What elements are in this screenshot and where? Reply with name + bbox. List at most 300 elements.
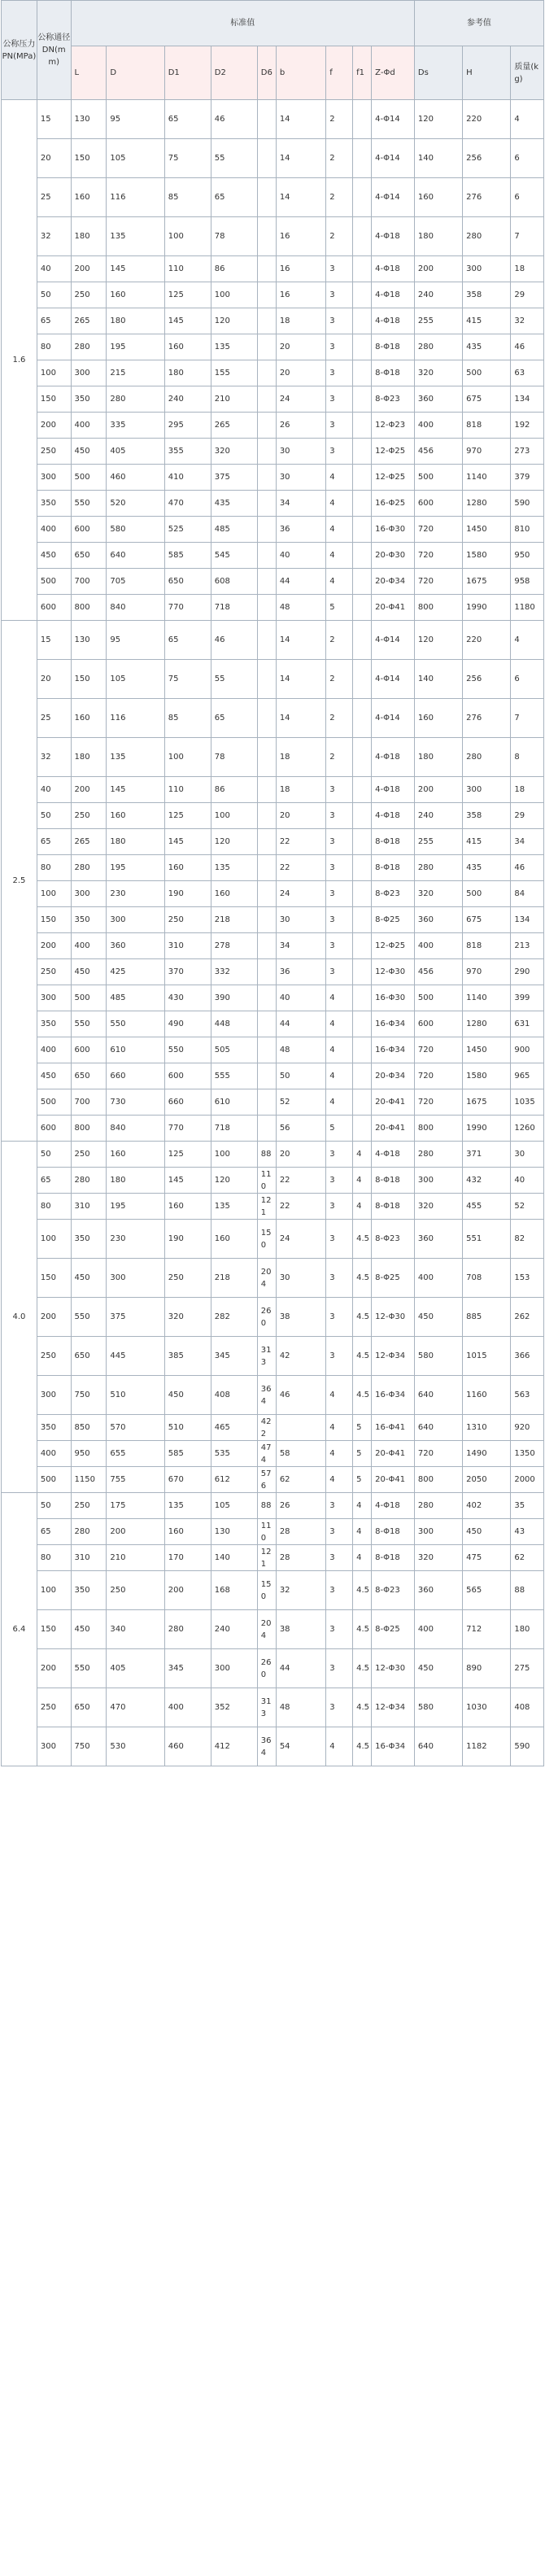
value-cell: 840	[107, 595, 164, 621]
value-cell: 20-Φ34	[372, 1063, 415, 1089]
value-cell: 390	[211, 985, 257, 1011]
header-standard-group: 标准值	[71, 1, 414, 46]
value-cell: 958	[511, 569, 544, 595]
dn-cell: 65	[37, 829, 71, 855]
value-cell: 310	[71, 1194, 107, 1220]
value-cell: 1490	[463, 1441, 511, 1467]
value-cell: 4-Φ18	[372, 1142, 415, 1168]
value-cell: 20-Φ41	[372, 1467, 415, 1493]
value-cell: 580	[107, 517, 164, 543]
table-row	[2, 1063, 544, 1089]
value-cell	[353, 803, 372, 829]
value-cell: 590	[511, 491, 544, 517]
value-cell: 55	[211, 660, 257, 699]
value-cell: 22	[276, 855, 325, 881]
value-cell: 4.5	[353, 1298, 372, 1337]
table-row	[2, 803, 544, 829]
value-cell: 640	[414, 1415, 462, 1441]
value-cell	[257, 881, 276, 907]
value-cell: 12-Φ30	[372, 1298, 415, 1337]
value-cell: 300	[463, 777, 511, 803]
value-cell: 110	[164, 777, 211, 803]
value-cell: 256	[463, 139, 511, 178]
value-cell: 435	[463, 855, 511, 881]
value-cell: 40	[276, 985, 325, 1011]
value-cell: 400	[414, 933, 462, 959]
value-cell: 510	[107, 1376, 164, 1415]
value-cell: 280	[71, 334, 107, 360]
value-cell: 250	[164, 1259, 211, 1298]
value-cell: 20-Φ41	[372, 1089, 415, 1116]
value-cell: 6	[511, 139, 544, 178]
value-cell	[353, 282, 372, 308]
value-cell	[257, 1011, 276, 1037]
value-cell: 720	[414, 517, 462, 543]
value-cell: 4.5	[353, 1610, 372, 1649]
value-cell: 4-Φ14	[372, 621, 415, 660]
value-cell: 180	[414, 217, 462, 256]
value-cell: 300	[71, 881, 107, 907]
value-cell: 160	[164, 1519, 211, 1545]
value-cell: 50	[276, 1063, 325, 1089]
value-cell: 250	[71, 803, 107, 829]
value-cell: 655	[107, 1441, 164, 1467]
dn-cell: 250	[37, 1688, 71, 1727]
value-cell: 280	[463, 217, 511, 256]
value-cell: 580	[414, 1337, 462, 1376]
table-row	[2, 1142, 544, 1168]
value-cell: 345	[164, 1649, 211, 1688]
dn-cell: 100	[37, 1220, 71, 1259]
value-cell: 3	[326, 1649, 353, 1688]
dn-cell: 32	[37, 217, 71, 256]
value-cell: 12-Φ34	[372, 1688, 415, 1727]
table-row	[2, 1376, 544, 1415]
value-cell: 200	[107, 1519, 164, 1545]
value-cell: 300	[414, 1519, 462, 1545]
value-cell: 551	[463, 1220, 511, 1259]
value-cell: 110	[164, 256, 211, 282]
value-cell: 38	[276, 1610, 325, 1649]
value-cell: 16	[276, 282, 325, 308]
value-cell: 52	[276, 1089, 325, 1116]
value-cell: 375	[107, 1298, 164, 1337]
dn-cell: 300	[37, 465, 71, 491]
value-cell: 16-Φ34	[372, 1011, 415, 1037]
value-cell: 40	[511, 1168, 544, 1194]
table-row	[2, 621, 544, 660]
value-cell: 705	[107, 569, 164, 595]
value-cell	[353, 985, 372, 1011]
dn-cell: 150	[37, 907, 71, 933]
value-cell: 3	[326, 933, 353, 959]
value-cell	[353, 1011, 372, 1037]
value-cell: 565	[463, 1571, 511, 1610]
table-row	[2, 855, 544, 881]
value-cell: 145	[164, 829, 211, 855]
value-cell: 320	[414, 1545, 462, 1571]
value-cell: 1450	[463, 517, 511, 543]
value-cell: 300	[211, 1649, 257, 1688]
value-cell: 16-Φ34	[372, 1376, 415, 1415]
dn-cell: 80	[37, 855, 71, 881]
value-cell: 4-Φ18	[372, 803, 415, 829]
value-cell: 550	[71, 491, 107, 517]
value-cell: 425	[107, 959, 164, 985]
table-row	[2, 308, 544, 334]
dn-cell: 65	[37, 1168, 71, 1194]
table-row	[2, 738, 544, 777]
dn-cell: 32	[37, 738, 71, 777]
value-cell: 720	[414, 1037, 462, 1063]
value-cell: 4	[353, 1142, 372, 1168]
value-cell: 34	[276, 933, 325, 959]
value-cell: 95	[107, 100, 164, 139]
table-row	[2, 777, 544, 803]
dn-cell: 50	[37, 803, 71, 829]
table-row	[2, 517, 544, 543]
value-cell: 450	[71, 439, 107, 465]
value-cell	[257, 360, 276, 386]
value-cell: 48	[276, 1688, 325, 1727]
value-cell: 385	[164, 1337, 211, 1376]
value-cell: 16	[276, 256, 325, 282]
value-cell: 450	[164, 1376, 211, 1415]
value-cell: 1035	[511, 1089, 544, 1116]
dn-cell: 600	[37, 595, 71, 621]
value-cell: 43	[511, 1519, 544, 1545]
value-cell: 180	[71, 738, 107, 777]
value-cell: 120	[211, 829, 257, 855]
value-cell: 22	[276, 829, 325, 855]
value-cell: 8-Φ23	[372, 386, 415, 413]
table-row	[2, 1116, 544, 1142]
value-cell: 600	[71, 1037, 107, 1063]
value-cell: 4-Φ14	[372, 100, 415, 139]
value-cell: 4.5	[353, 1727, 372, 1766]
value-cell: 88	[257, 1142, 276, 1168]
value-cell: 200	[414, 256, 462, 282]
dn-cell: 450	[37, 543, 71, 569]
value-cell: 450	[71, 1259, 107, 1298]
value-cell	[353, 855, 372, 881]
value-cell: 30	[276, 1259, 325, 1298]
column-header: Z-Φd	[372, 46, 415, 100]
value-cell: 5	[353, 1467, 372, 1493]
value-cell: 200	[164, 1571, 211, 1610]
value-cell	[353, 959, 372, 985]
dn-cell: 300	[37, 1376, 71, 1415]
table-row	[2, 178, 544, 217]
column-header: f1	[353, 46, 372, 100]
value-cell: 364	[257, 1727, 276, 1766]
value-cell: 800	[414, 1467, 462, 1493]
value-cell: 8-Φ25	[372, 907, 415, 933]
value-cell: 215	[107, 360, 164, 386]
value-cell: 650	[71, 543, 107, 569]
value-cell: 1990	[463, 1116, 511, 1142]
value-cell: 14	[276, 178, 325, 217]
value-cell: 20-Φ30	[372, 543, 415, 569]
value-cell: 4	[326, 1089, 353, 1116]
value-cell: 310	[164, 933, 211, 959]
value-cell: 135	[164, 1493, 211, 1519]
value-cell: 610	[211, 1089, 257, 1116]
value-cell: 18	[276, 777, 325, 803]
dn-cell: 350	[37, 491, 71, 517]
value-cell	[353, 439, 372, 465]
value-cell: 460	[107, 465, 164, 491]
value-cell: 218	[211, 907, 257, 933]
dn-cell: 150	[37, 1259, 71, 1298]
value-cell: 475	[463, 1545, 511, 1571]
value-cell: 6	[511, 178, 544, 217]
value-cell: 62	[276, 1467, 325, 1493]
value-cell: 8-Φ18	[372, 855, 415, 881]
value-cell: 585	[164, 543, 211, 569]
value-cell: 280	[71, 855, 107, 881]
table-row	[2, 1545, 544, 1571]
dn-cell: 200	[37, 1649, 71, 1688]
value-cell: 600	[164, 1063, 211, 1089]
column-header: D2	[211, 46, 257, 100]
value-cell: 190	[164, 881, 211, 907]
value-cell: 22	[276, 1194, 325, 1220]
value-cell: 140	[211, 1545, 257, 1571]
value-cell: 300	[107, 907, 164, 933]
dn-cell: 250	[37, 439, 71, 465]
header-pn: 公称压力PN(MPa)	[2, 1, 37, 100]
value-cell: 160	[164, 855, 211, 881]
value-cell: 256	[463, 660, 511, 699]
value-cell: 3	[326, 881, 353, 907]
column-header: L	[71, 46, 107, 100]
value-cell: 432	[463, 1168, 511, 1194]
value-cell: 4-Φ14	[372, 178, 415, 217]
dn-cell: 200	[37, 1298, 71, 1337]
value-cell: 145	[107, 777, 164, 803]
table-row	[2, 1727, 544, 1766]
value-cell: 412	[211, 1727, 257, 1766]
value-cell: 4.5	[353, 1571, 372, 1610]
value-cell: 640	[107, 543, 164, 569]
value-cell: 65	[211, 699, 257, 738]
table-row	[2, 1649, 544, 1688]
value-cell	[257, 777, 276, 803]
value-cell: 250	[164, 907, 211, 933]
value-cell: 670	[164, 1467, 211, 1493]
value-cell	[353, 465, 372, 491]
dn-cell: 80	[37, 1545, 71, 1571]
value-cell: 1675	[463, 1089, 511, 1116]
value-cell: 450	[463, 1519, 511, 1545]
value-cell: 408	[511, 1688, 544, 1727]
value-cell: 810	[511, 517, 544, 543]
value-cell: 20	[276, 334, 325, 360]
value-cell: 250	[71, 282, 107, 308]
value-cell: 16-Φ25	[372, 491, 415, 517]
value-cell: 85	[164, 178, 211, 217]
value-cell	[257, 738, 276, 777]
value-cell: 1140	[463, 465, 511, 491]
value-cell: 350	[71, 386, 107, 413]
value-cell: 500	[71, 985, 107, 1011]
value-cell: 4	[326, 491, 353, 517]
value-cell	[257, 660, 276, 699]
value-cell: 550	[71, 1649, 107, 1688]
value-cell: 1280	[463, 491, 511, 517]
value-cell: 18	[276, 738, 325, 777]
value-cell: 4.5	[353, 1220, 372, 1259]
value-cell: 160	[164, 334, 211, 360]
value-cell: 280	[164, 1610, 211, 1649]
value-cell: 2	[326, 139, 353, 178]
value-cell	[257, 933, 276, 959]
value-cell: 218	[211, 1259, 257, 1298]
dn-cell: 25	[37, 699, 71, 738]
value-cell: 720	[414, 1089, 462, 1116]
value-cell	[257, 256, 276, 282]
value-cell: 65	[211, 178, 257, 217]
value-cell: 530	[107, 1727, 164, 1766]
value-cell: 48	[276, 595, 325, 621]
value-cell: 320	[414, 360, 462, 386]
value-cell: 140	[414, 139, 462, 178]
value-cell: 1260	[511, 1116, 544, 1142]
value-cell: 4	[326, 985, 353, 1011]
value-cell	[353, 1063, 372, 1089]
value-cell: 32	[276, 1571, 325, 1610]
value-cell: 200	[71, 777, 107, 803]
value-cell: 5	[353, 1441, 372, 1467]
pn-cell: 4.0	[2, 1142, 37, 1493]
value-cell	[353, 829, 372, 855]
value-cell: 34	[276, 491, 325, 517]
value-cell: 708	[463, 1259, 511, 1298]
table-row	[2, 569, 544, 595]
dn-cell: 100	[37, 1571, 71, 1610]
value-cell: 86	[211, 256, 257, 282]
dn-cell: 500	[37, 1089, 71, 1116]
value-cell: 7	[511, 699, 544, 738]
value-cell: 350	[71, 1220, 107, 1259]
table-row	[2, 1493, 544, 1519]
value-cell: 4	[326, 517, 353, 543]
value-cell: 160	[107, 1142, 164, 1168]
value-cell: 12-Φ25	[372, 465, 415, 491]
value-cell: 366	[511, 1337, 544, 1376]
value-cell: 4	[353, 1168, 372, 1194]
table-row	[2, 282, 544, 308]
value-cell: 14	[276, 139, 325, 178]
value-cell: 485	[211, 517, 257, 543]
dn-cell: 250	[37, 1337, 71, 1376]
value-cell: 755	[107, 1467, 164, 1493]
value-cell: 6	[511, 660, 544, 699]
value-cell: 770	[164, 595, 211, 621]
value-cell: 400	[414, 1259, 462, 1298]
value-cell: 352	[211, 1688, 257, 1727]
value-cell: 2	[326, 621, 353, 660]
value-cell: 485	[107, 985, 164, 1011]
value-cell: 121	[257, 1545, 276, 1571]
value-cell: 650	[71, 1688, 107, 1727]
pn-cell: 2.5	[2, 621, 37, 1142]
value-cell: 62	[511, 1545, 544, 1571]
table-row	[2, 491, 544, 517]
value-cell: 44	[276, 1011, 325, 1037]
value-cell: 358	[463, 803, 511, 829]
value-cell: 2	[326, 217, 353, 256]
table-row	[2, 413, 544, 439]
dn-cell: 15	[37, 621, 71, 660]
value-cell	[353, 569, 372, 595]
value-cell: 160	[164, 1194, 211, 1220]
value-cell	[353, 100, 372, 139]
value-cell: 435	[463, 334, 511, 360]
value-cell: 7	[511, 217, 544, 256]
value-cell	[257, 334, 276, 360]
value-cell	[353, 386, 372, 413]
value-cell: 3	[326, 256, 353, 282]
table-row	[2, 1467, 544, 1493]
table-row	[2, 439, 544, 465]
value-cell: 230	[107, 881, 164, 907]
value-cell: 4	[326, 465, 353, 491]
value-cell: 150	[71, 660, 107, 699]
value-cell: 525	[164, 517, 211, 543]
value-cell: 320	[164, 1298, 211, 1337]
value-cell: 718	[211, 595, 257, 621]
value-cell: 78	[211, 738, 257, 777]
value-cell: 320	[211, 439, 257, 465]
value-cell: 12-Φ25	[372, 439, 415, 465]
value-cell: 3	[326, 959, 353, 985]
value-cell: 116	[107, 699, 164, 738]
value-cell: 4-Φ18	[372, 738, 415, 777]
value-cell: 12-Φ34	[372, 1337, 415, 1376]
value-cell: 4.5	[353, 1649, 372, 1688]
value-cell: 970	[463, 959, 511, 985]
value-cell: 818	[463, 933, 511, 959]
value-cell: 278	[211, 933, 257, 959]
value-cell: 4	[511, 100, 544, 139]
value-cell: 44	[276, 1649, 325, 1688]
value-cell: 450	[414, 1298, 462, 1337]
value-cell: 2	[326, 178, 353, 217]
value-cell: 30	[276, 907, 325, 933]
dn-cell: 65	[37, 1519, 71, 1545]
value-cell: 195	[107, 855, 164, 881]
dn-cell: 600	[37, 1116, 71, 1142]
value-cell: 168	[211, 1571, 257, 1610]
value-cell: 85	[164, 699, 211, 738]
value-cell: 170	[164, 1545, 211, 1571]
value-cell: 40	[276, 543, 325, 569]
value-cell: 24	[276, 1220, 325, 1259]
value-cell: 160	[414, 178, 462, 217]
value-cell: 400	[71, 413, 107, 439]
dn-cell: 100	[37, 881, 71, 907]
value-cell: 4	[326, 1063, 353, 1089]
value-cell: 660	[164, 1089, 211, 1116]
value-cell	[257, 543, 276, 569]
value-cell: 240	[414, 803, 462, 829]
value-cell: 35	[511, 1493, 544, 1519]
value-cell	[257, 621, 276, 660]
value-cell	[353, 660, 372, 699]
value-cell: 332	[211, 959, 257, 985]
